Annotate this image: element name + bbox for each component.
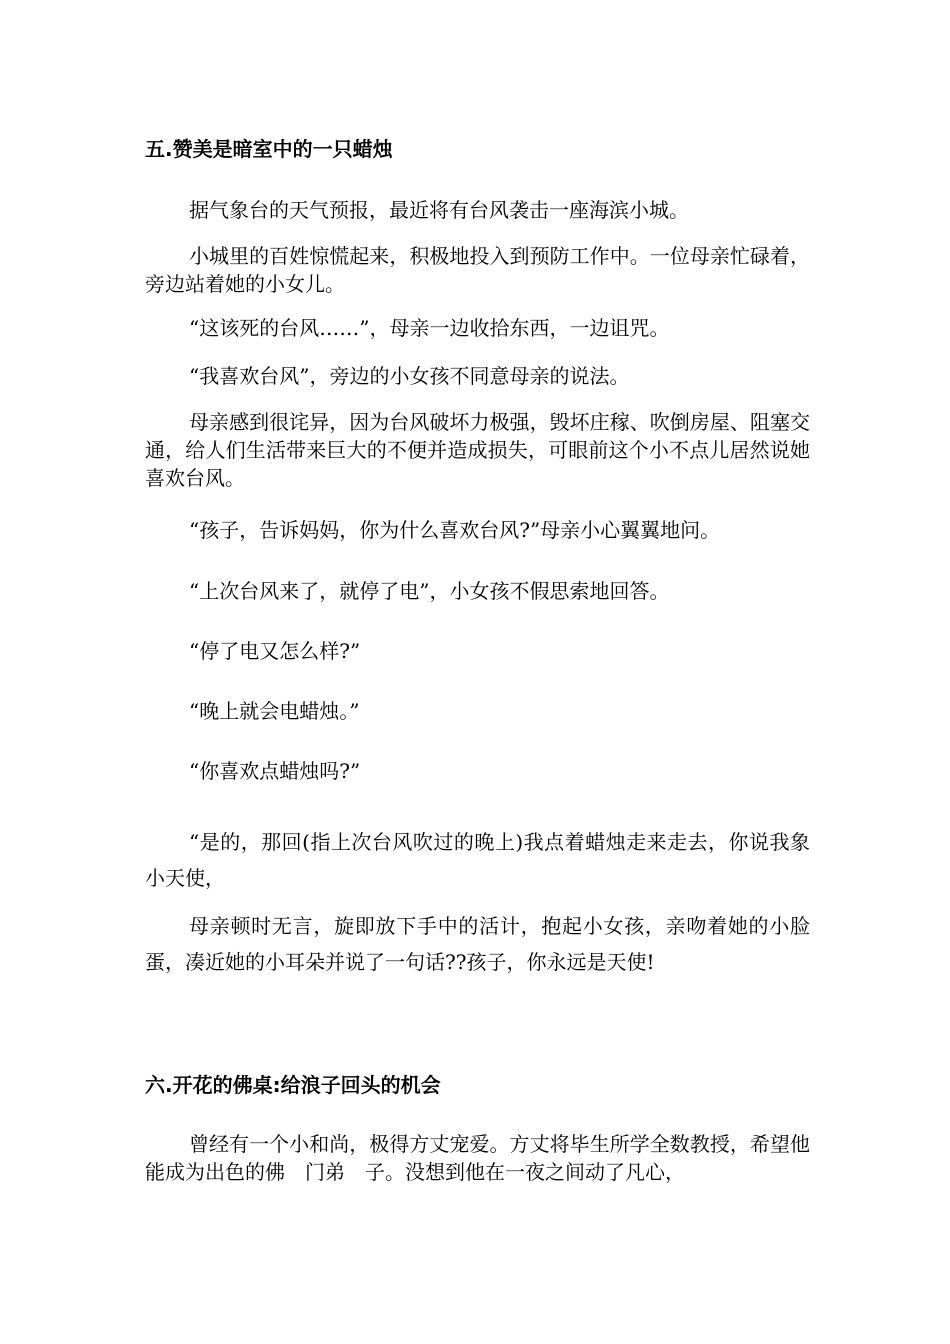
paragraph: “我喜欢台风”，旁边的小女孩不同意母亲的说法。 xyxy=(189,364,630,388)
paragraph: 据气象台的天气预报，最近将有台风袭击一座海滨小城。 xyxy=(189,198,689,222)
paragraph: “上次台风来了，就停了电”，小女孩不假思索地回答。 xyxy=(189,579,670,603)
section-heading-5: 五.赞美是暗室中的一只蜡烛 xyxy=(145,137,393,161)
paragraph: “是的，那回(指上次台风吹过的晚上)我点着蜡烛走来走去，你说我象小天使， xyxy=(145,830,810,890)
paragraph: “这该死的台风……”，母亲一边收拾东西，一边诅咒。 xyxy=(189,316,670,340)
section-heading-6: 六.开花的佛桌:给浪子回头的机会 xyxy=(145,1073,441,1097)
paragraph: 母亲感到很诧异，因为台风破坏力极强，毁坏庄稼、吹倒房屋、阻塞交通，给人们生活带来巨大的不便并造成损失，可眼前这个小不点儿居然说她喜欢台风。 xyxy=(145,410,810,490)
paragraph: 小城里的百姓惊慌起来，积极地投入到预防工作中。一位母亲忙碌着，旁边站着她的小女儿。 xyxy=(145,244,810,296)
paragraph: 曾经有一个小和尚，极得方丈宠爱。方丈将毕生所学全数教授，希望他能成为出色的佛 门弟 子。没想到他在一夜之间动了凡心， xyxy=(145,1132,810,1184)
paragraph: 母亲顿时无言，旋即放下手中的活计，抱起小女孩，亲吻着她的小脸蛋，凑近她的小耳朵并说了一句话??孩子，你永远是天使! xyxy=(145,914,810,974)
paragraph: “你喜欢点蜡烛吗?” xyxy=(189,759,361,783)
paragraph: “晚上就会电蜡烛。” xyxy=(189,699,360,723)
paragraph: “孩子，告诉妈妈，你为什么喜欢台风?”母亲小心翼翼地问。 xyxy=(189,518,721,542)
paragraph: “停了电又怎么样?” xyxy=(189,639,361,663)
